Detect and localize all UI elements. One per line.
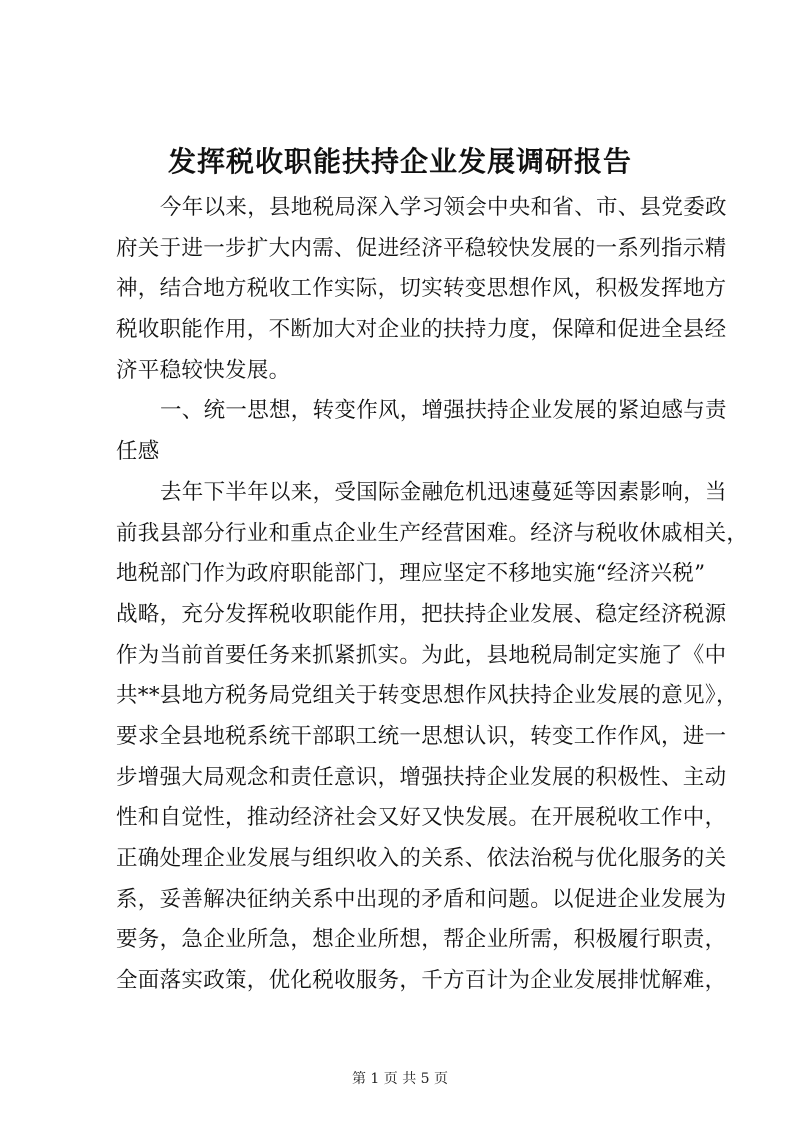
paragraph-line: 去年下半年以来，受国际金融危机迅速蔓延等因素影响，当 xyxy=(160,479,727,505)
paragraph-line: 地税部门作为政府职能部门，理应坚定不移地实施“经济兴税” xyxy=(116,561,706,587)
paragraph-line: 步增强大局观念和责任意识，增强扶持企业发展的积极性、主动 xyxy=(116,764,727,790)
paragraph-line: 前我县部分行业和重点企业生产经营困难。经济与税收休戚相关， xyxy=(116,520,749,546)
paragraph-line: 税收职能作用，不断加大对企业的扶持力度，保障和促进全县经 xyxy=(116,317,727,343)
paragraph-line: 要务，急企业所急，想企业所想，帮企业所需，积极履行职责， xyxy=(116,927,727,953)
paragraph-line: 神，结合地方税收工作实际，切实转变思想作风，积极发挥地方 xyxy=(116,276,727,302)
paragraph-line: 正确处理企业发展与组织收入的关系、依法治税与优化服务的关 xyxy=(116,846,727,871)
section-heading-line: 一、统一思想，转变作风，增强扶持企业发展的紧迫感与责 xyxy=(160,398,727,424)
paragraph-line: 全面落实政策，优化税收服务，千方百计为企业发展排忧解难， xyxy=(116,968,727,994)
document-body xyxy=(116,188,749,1002)
paragraph-line: 共**县地方税务局党组关于转变思想作风扶持企业发展的意见》， xyxy=(116,683,738,709)
paragraph-line: 要求全县地税系统干部职工统一思想认识，转变工作作风，进一 xyxy=(116,723,727,749)
paragraph-line: 今年以来，县地税局深入学习领会中央和省、市、县党委政 xyxy=(160,195,727,220)
document-title: 发挥税收职能扶持企业发展调研报告 xyxy=(167,145,632,178)
paragraph-line: 系，妥善解决征纳关系中出现的矛盾和问题。以促进企业发展为 xyxy=(116,886,727,912)
paragraph-line: 济平稳较快发展。 xyxy=(116,357,291,383)
page-footer: 第 1 页 共 5 页 xyxy=(351,1071,449,1087)
paragraph-line: 性和自觉性，推动经济社会又好又快发展。在开展税收工作中， xyxy=(116,805,727,831)
paragraph-line: 战略，充分发挥税收职能作用，把扶持企业发展、稳定经济税源 xyxy=(116,601,727,627)
paragraph-line: 府关于进一步扩大内需、促进经济平稳较快发展的一系列指示精 xyxy=(116,235,727,261)
section-heading-line: 任感 xyxy=(116,439,160,465)
paragraph-line: 作为当前首要任务来抓紧抓实。为此，县地税局制定实施了《中 xyxy=(116,642,727,668)
